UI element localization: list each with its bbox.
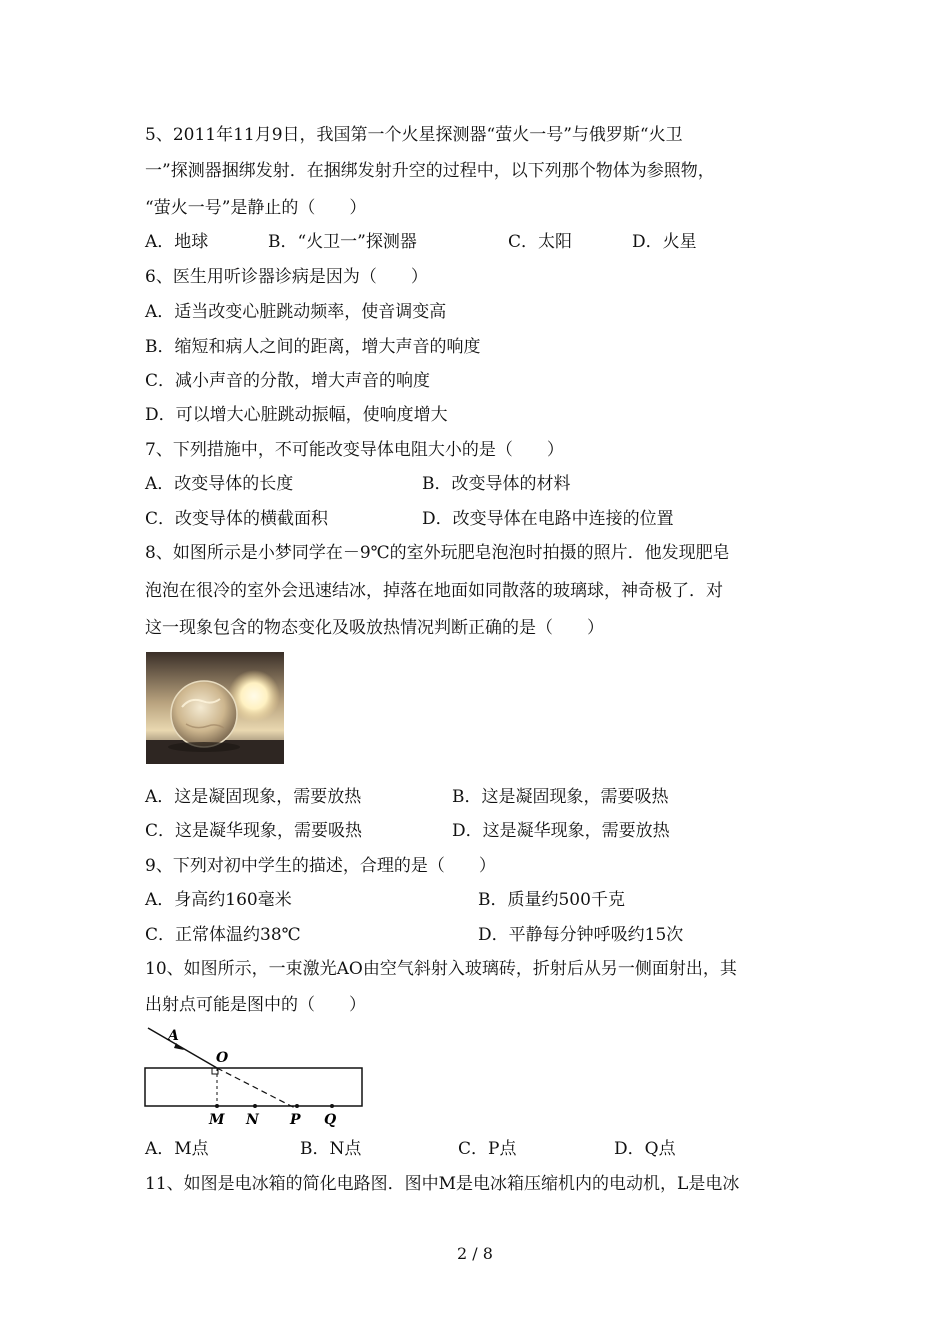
- label-a: A: [168, 1028, 179, 1044]
- q10-line2: 出射点可能是图中的（ ）: [145, 995, 366, 1015]
- q6-option-d: D．可以增大心脏跳动振幅，使响度增大: [145, 405, 448, 425]
- q7-option-a: A．改变导体的长度: [145, 474, 294, 494]
- label-m: M: [209, 1112, 225, 1128]
- q8-option-c: C．这是凝华现象，需要吸热: [145, 821, 363, 841]
- q8-option-b: B．这是凝固现象，需要吸热: [452, 787, 669, 807]
- q5-option-a: A．地球: [145, 232, 209, 252]
- q8-option-d: D．这是凝华现象，需要放热: [452, 821, 670, 841]
- q5-option-c: C．太阳: [508, 232, 573, 252]
- q7-option-d: D．改变导体在电路中连接的位置: [422, 509, 674, 529]
- point-m: [215, 1104, 219, 1108]
- q5-line2: 一”探测器捆绑发射．在捆绑发射升空的过程中，以下列那个物体为参照物，: [145, 161, 715, 181]
- page-number: 2 / 8: [457, 1244, 493, 1263]
- q6-stem: 6、医生用听诊器诊病是因为（ ）: [145, 267, 428, 287]
- q5-option-d: D．火星: [632, 232, 697, 252]
- q10-line1: 10、如图所示，一束激光AO由空气斜射入玻璃砖，折射后从另一侧面射出，其: [145, 959, 737, 979]
- q10-option-b: B．N点: [300, 1139, 362, 1159]
- q9-stem: 9、下列对初中学生的描述，合理的是（ ）: [145, 856, 496, 876]
- q6-option-c: C．减小声音的分散，增大声音的响度: [145, 371, 431, 391]
- q8-line3: 这一现象包含的物态变化及吸放热情况判断正确的是（ ）: [145, 618, 604, 638]
- q5-option-b: B．“火卫一”探测器: [268, 232, 417, 252]
- frozen-bubble-photo: [146, 652, 284, 764]
- q10-option-d: D．Q点: [614, 1139, 676, 1159]
- q10-option-a: A．M点: [145, 1139, 209, 1159]
- point-p: [295, 1104, 299, 1108]
- label-q: Q: [324, 1112, 337, 1128]
- q7-option-b: B．改变导体的材料: [422, 474, 571, 494]
- q9-option-c: C．正常体温约38℃: [145, 925, 301, 945]
- dashed-extension: [217, 1068, 297, 1109]
- q8-line2: 泡泡在很冷的室外会迅速结冰，掉落在地面如同散落的玻璃球，神奇极了．对: [145, 581, 723, 601]
- q5-line1: 5、2011年11月9日，我国第一个火星探测器“萤火一号”与俄罗斯“火卫: [145, 125, 683, 145]
- q11-line1: 11、如图是电冰箱的简化电路图．图中M是电冰箱压缩机内的电动机，L是电冰: [145, 1174, 740, 1194]
- q6-option-a: A．适当改变心脏跳动频率，使音调变高: [145, 302, 447, 322]
- incident-ray: [148, 1028, 217, 1068]
- q9-option-a: A．身高约160毫米: [145, 890, 292, 910]
- q8-line1: 8、如图所示是小梦同学在－9℃的室外玩肥皂泡泡时拍摄的照片．他发现肥皂: [145, 543, 730, 563]
- refraction-diagram: [140, 1020, 370, 1128]
- q9-option-d: D．平静每分钟呼吸约15次: [478, 925, 684, 945]
- q8-option-a: A．这是凝固现象，需要放热: [145, 787, 362, 807]
- label-n: N: [246, 1112, 259, 1128]
- q9-option-b: B．质量约500千克: [478, 890, 625, 910]
- label-p: P: [290, 1112, 301, 1128]
- label-o: O: [216, 1050, 229, 1066]
- q10-option-c: C．P点: [458, 1139, 517, 1159]
- point-q: [330, 1104, 334, 1108]
- q6-option-b: B．缩短和病人之间的距离，增大声音的响度: [145, 337, 481, 357]
- q7-stem: 7、下列措施中，不可能改变导体电阻大小的是（ ）: [145, 440, 564, 460]
- q7-option-c: C．改变导体的横截面积: [145, 509, 329, 529]
- point-n: [253, 1104, 257, 1108]
- q5-line3: “萤火一号”是静止的（ ）: [145, 198, 367, 218]
